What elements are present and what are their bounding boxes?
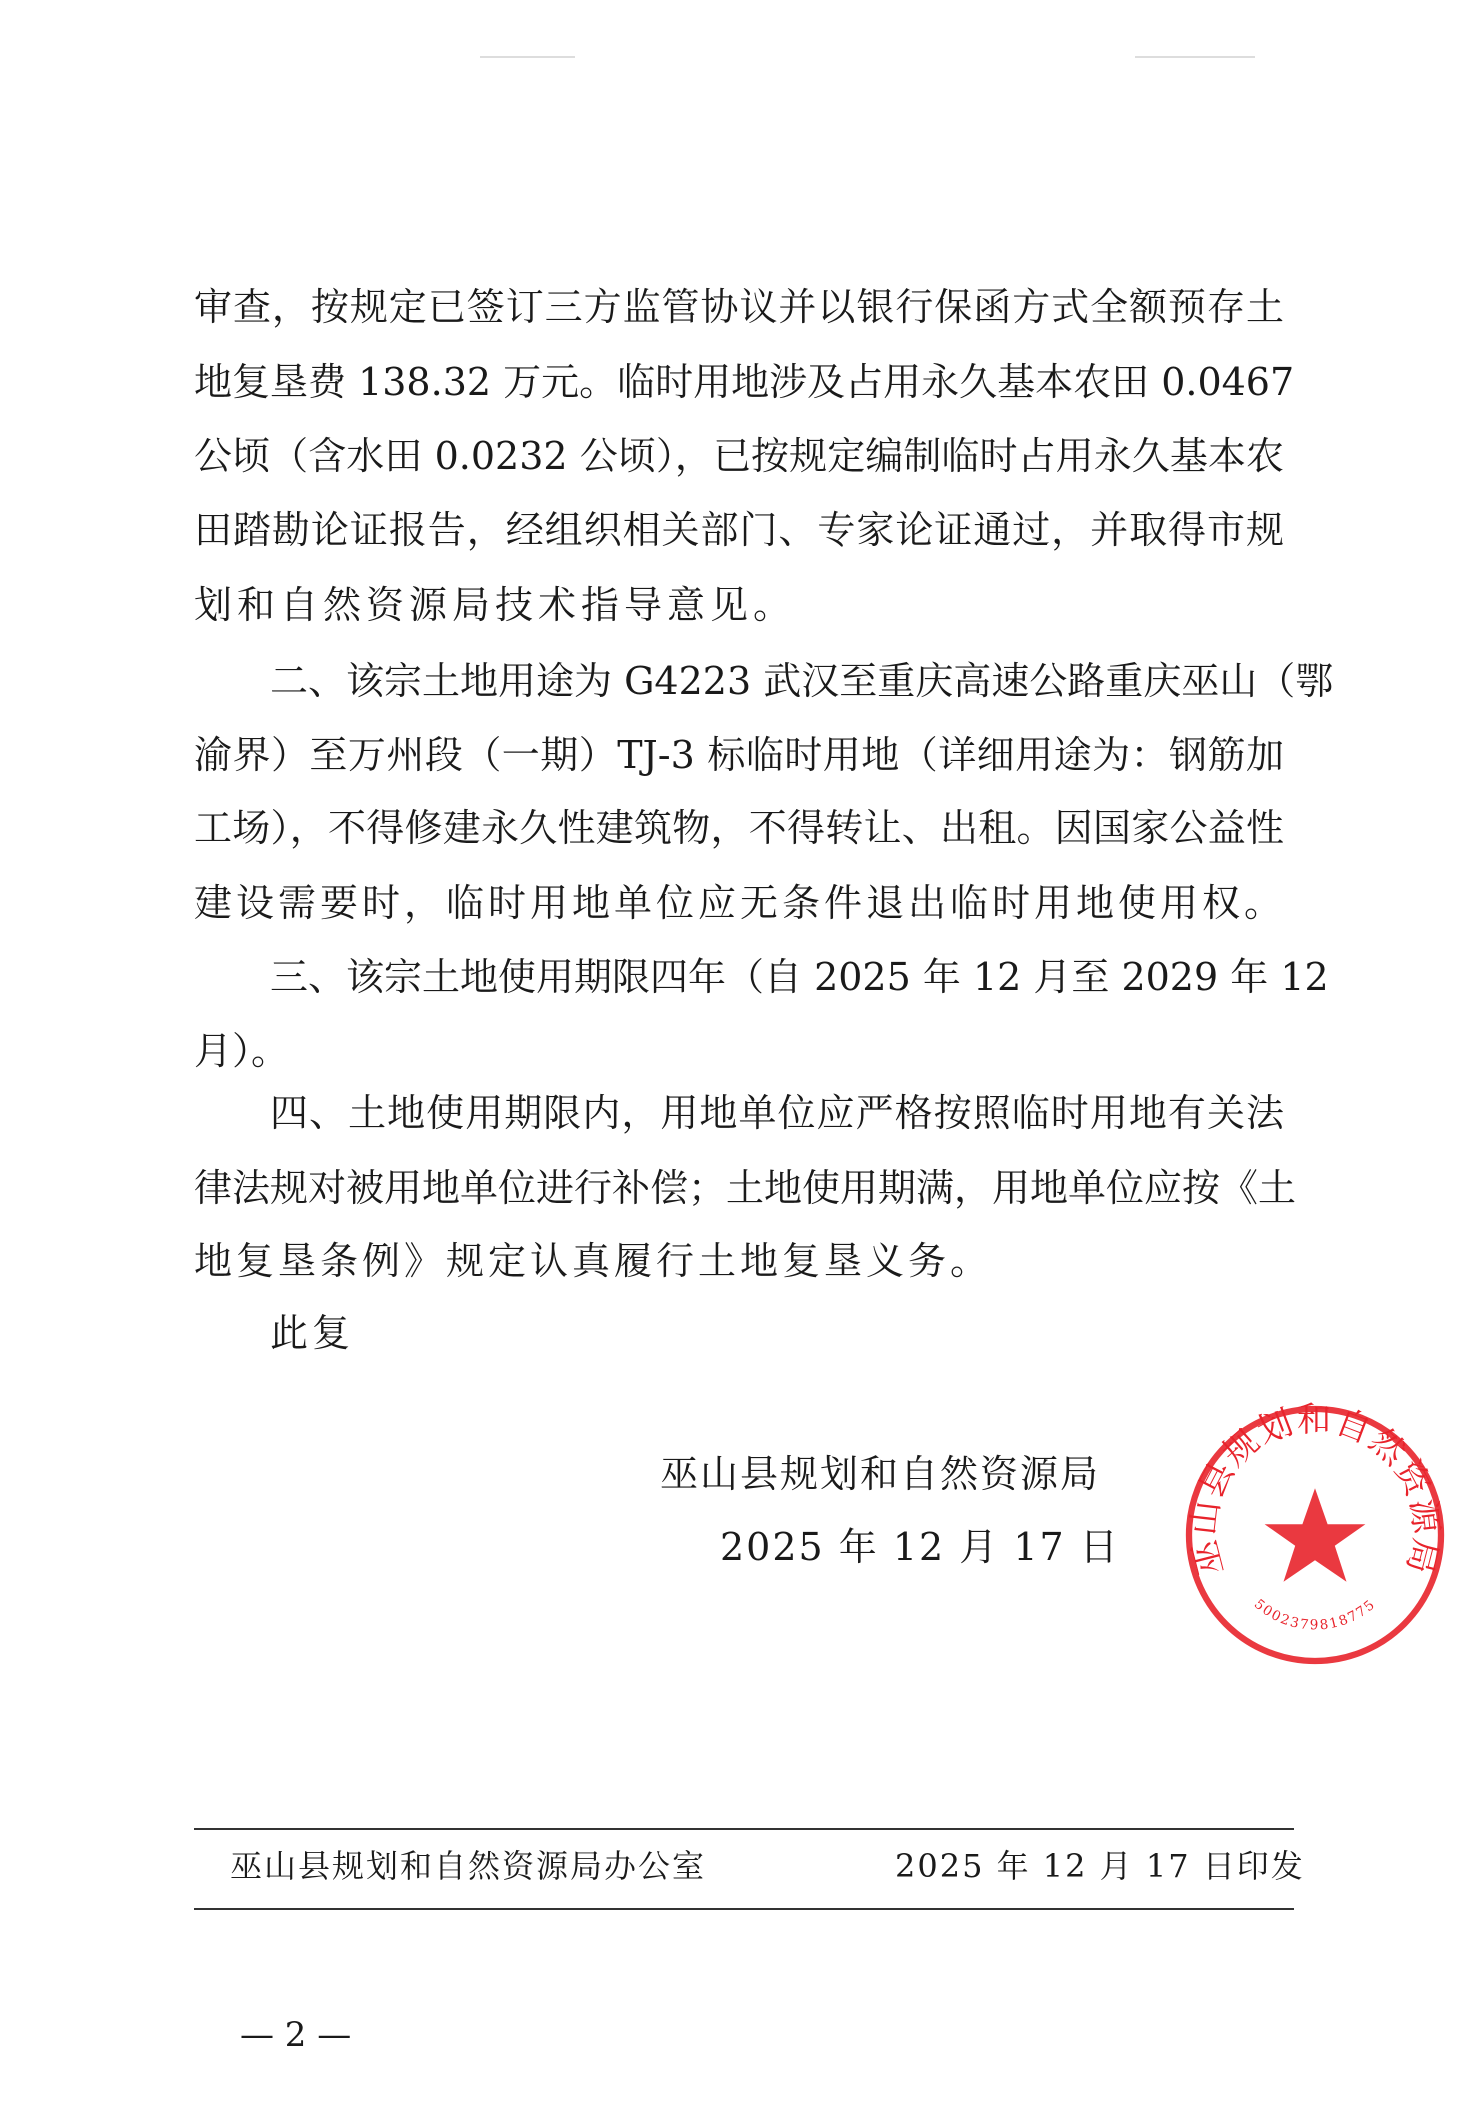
body-line: 划和自然资源局技术指导意见。 bbox=[194, 583, 797, 627]
body-line: 三、该宗土地使用期限四年（自 2025 年 12 月至 2029 年 12 bbox=[270, 955, 1329, 999]
body-line: 四、土地使用期限内，用地单位应严格按照临时用地有关法 bbox=[270, 1091, 1284, 1135]
page-number: — 2 — bbox=[240, 2015, 352, 2055]
footer-rule-bottom bbox=[194, 1908, 1294, 1910]
seal-text: 巫山县规划和自然资源局 bbox=[1183, 1400, 1447, 1580]
official-seal bbox=[1180, 1400, 1450, 1670]
body-line: 田踏勘论证报告，经组织相关部门、专家论证通过，并取得市规 bbox=[194, 508, 1284, 552]
body-line: 二、该宗土地用途为 G4223 武汉至重庆高速公路重庆巫山（鄂 bbox=[270, 659, 1334, 703]
scan-artifact bbox=[480, 56, 575, 58]
signature-date: 2025 年 12 月 17 日 bbox=[720, 1525, 1120, 1569]
body-line: 月）。 bbox=[194, 1029, 290, 1073]
seal-code: 5002379818775 bbox=[1250, 1596, 1380, 1634]
svg-text:5002379818775 bbox=[1251, 1596, 1379, 1633]
footer-rule-top bbox=[194, 1828, 1294, 1830]
body-line: 地复垦费 138.32 万元。临时用地涉及占用永久基本农田 0.0467 bbox=[194, 360, 1295, 404]
scan-artifact bbox=[1135, 56, 1255, 58]
body-line: 律法规对被用地单位进行补偿；土地使用期满，用地单位应按《土 bbox=[194, 1166, 1297, 1210]
body-line: 审查，按规定已签订三方监管协议并以银行保函方式全额预存土 bbox=[194, 285, 1284, 329]
body-line: 渝界）至万州段（一期）TJ-3 标临时用地（详细用途为：钢筋加 bbox=[194, 733, 1284, 777]
star-icon bbox=[1265, 1488, 1366, 1582]
body-line: 公顷（含水田 0.0232 公顷），已按规定编制临时占用永久基本农 bbox=[194, 434, 1284, 478]
signature-org: 巫山县规划和自然资源局 bbox=[660, 1452, 1101, 1496]
closing-text: 此复 bbox=[270, 1311, 355, 1355]
body-line: 工场），不得修建永久性建筑物，不得转让、出租。因国家公益性 bbox=[194, 806, 1284, 850]
body-line: 地复垦条例》规定认真履行土地复垦义务。 bbox=[194, 1239, 993, 1283]
footer-issue-date: 2025 年 12 月 17 日印发 bbox=[895, 1847, 1305, 1885]
body-line: 建设需要时，临时用地单位应无条件退出临时用地使用权。 bbox=[194, 881, 1287, 925]
footer-issuer: 巫山县规划和自然资源局办公室 bbox=[230, 1847, 707, 1885]
